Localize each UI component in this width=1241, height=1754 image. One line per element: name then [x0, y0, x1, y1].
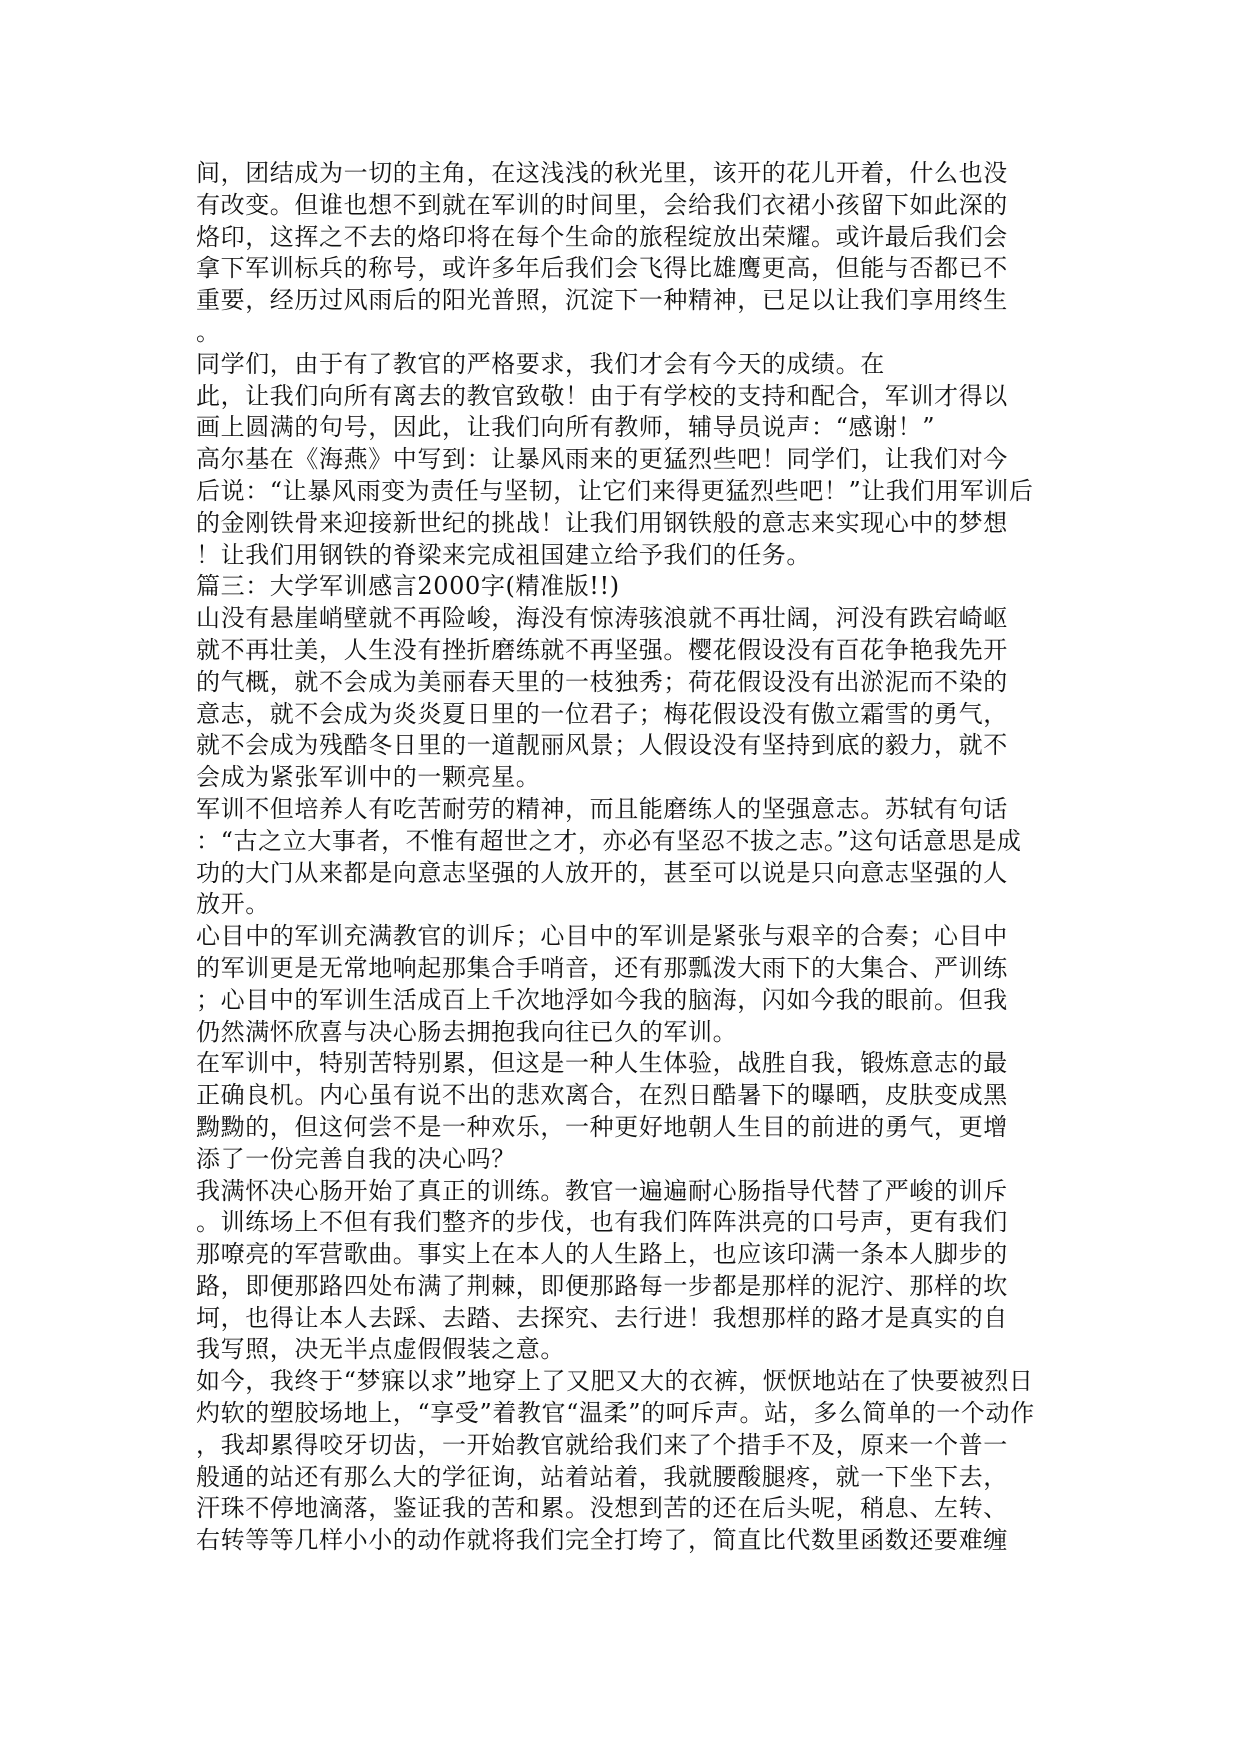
text-line: 间，团结成为一切的主角，在这浅浅的秋光里，该开的花儿开着，什么也没: [196, 159, 1008, 187]
text-line: 心目中的军训充满教官的训斥；心目中的军训是紧张与艰辛的合奏；心目中: [196, 922, 1008, 951]
text-line: 的金刚铁骨来迎接新世纪的挑战！让我们用钢铁般的意志来实现心中的梦想: [196, 508, 1008, 537]
text-line: 右转等等几样小小的动作就将我们完全打垮了，简直比代数里函数还要难缠: [196, 1526, 1008, 1555]
document-page: [196, 158, 1035, 1557]
text-line: 高尔基在《海燕》中写到：让暴风雨来的更猛烈些吧！同学们，让我们对今: [196, 445, 1008, 474]
text-line: 我写照，决无半点虚假假装之意。: [196, 1335, 565, 1364]
text-line: 在军训中，特别苦特别累，但这是一种人生体验，战胜自我，锻炼意志的最: [196, 1049, 1008, 1078]
text-line: 拿下军训标兵的称号，或许多年后我们会飞得比雄鹰更高，但能与否都已不: [196, 254, 1008, 283]
text-line: 黝黝的，但这何尝不是一种欢乐，一种更好地朝人生目的前进的勇气，更增: [196, 1112, 1008, 1141]
text-line: 我满怀决心肠开始了真正的训练。教官一遍遍耐心肠指导代替了严峻的训斥: [196, 1176, 1008, 1205]
text-line: 烙印，这挥之不去的烙印将在每个生命的旅程绽放出荣耀。或许最后我们会: [196, 222, 1008, 251]
text-line: ；心目中的军训生活成百上千次地浮如今我的脑海，闪如今我的眼前。但我: [196, 985, 1008, 1014]
text-line: 就不再壮美，人生没有挫折磨练就不再坚强。樱花假设没有百花争艳我先开: [196, 635, 1008, 664]
text-line: 那嘹亮的军营歌曲。事实上在本人的人生路上，也应该印满一条本人脚步的: [196, 1240, 1008, 1269]
text-line: 添了一份完善自我的决心吗？: [196, 1144, 516, 1173]
text-line: 仍然满怀欣喜与决心肠去拥抱我向往已久的军训。: [196, 1017, 738, 1046]
text-line: 山没有悬崖峭壁就不再险峻，海没有惊涛骇浪就不再壮阔，河没有跌宕崎岖: [196, 604, 1008, 633]
text-line: 此，让我们向所有离去的教官致敬！由于有学校的支持和配合，军训才得以: [196, 381, 1008, 410]
text-line: 意志，就不会成为炎炎夏日里的一位君子；梅花假设没有傲立霜雪的勇气，: [196, 699, 1008, 728]
text-line: ！让我们用钢铁的脊梁来完成祖国建立给予我们的任务。: [196, 540, 811, 569]
text-line: 般通的站还有那么大的学征询，站着站着，我就腰酸腿疼，就一下坐下去，: [196, 1462, 1008, 1491]
text-line: 。训练场上不但有我们整齐的步伐，也有我们阵阵洪亮的口号声，更有我们: [196, 1208, 1008, 1237]
text-line: 军训不但培养人有吃苦耐劳的精神，而且能磨练人的坚强意志。苏轼有句话: [196, 794, 1008, 823]
text-line: 重要，经历过风雨后的阳光普照，沉淀下一种精神，已足以让我们享用终生: [196, 286, 1008, 315]
text-line: 后说：“让暴风雨变为责任与坚韧，让它们来得更猛烈些吧！”让我们用军训后: [196, 476, 1034, 505]
text-line: ：“古之立大事者，不惟有超世之才，亦必有坚忍不拔之志。”这句话意思是成: [196, 826, 1022, 855]
text-line: 放开。: [196, 890, 270, 919]
text-line: 灼软的塑胶场地上，“享受”着教官“温柔”的呵斥声。站，多么简单的一个动作: [196, 1399, 1035, 1428]
text-line: 功的大门从来都是向意志坚强的人放开的，甚至可以说是只向意志坚强的人: [196, 858, 1008, 887]
text-line: 画上圆满的句号，因此，让我们向所有教师，辅导员说声：“感谢！”: [196, 413, 936, 442]
text-line: 。: [196, 317, 221, 346]
text-line: 的军训更是无常地响起那集合手哨音，还有那瓢泼大雨下的大集合、严训练: [196, 953, 1008, 982]
text-line: 同学们，由于有了教官的严格要求，我们才会有今天的成绩。在: [196, 349, 885, 378]
text-line: 会成为紧张军训中的一颗亮星。: [196, 763, 541, 792]
text-line: 汗珠不停地滴落，鉴证我的苦和累。没想到苦的还在后头呢，稍息、左转、: [196, 1494, 1008, 1523]
text-line: 有改变。但谁也想不到就在军训的时间里，会给我们衣裙小孩留下如此深的: [196, 190, 1008, 219]
text-line: 如今，我终于“梦寐以求”地穿上了又肥又大的衣裤，恹恹地站在了快要被烈日: [196, 1367, 1034, 1396]
text-line: 路，即便那路四处布满了荆棘，即便那路每一步都是那样的泥泞、那样的坎: [196, 1271, 1008, 1300]
text-line: 正确良机。内心虽有说不出的悲欢离合，在烈日酷暑下的曝晒，皮肤变成黑: [196, 1081, 1008, 1110]
text-line: 坷，也得让本人去踩、去踏、去探究、去行进！我想那样的路才是真实的自: [196, 1303, 1008, 1332]
text-line: ，我却累得咬牙切齿，一开始教官就给我们来了个措手不及，原来一个普一: [196, 1430, 1008, 1459]
text-line: 就不会成为残酷冬日里的一道靓丽风景；人假设没有坚持到底的毅力，就不: [196, 731, 1008, 760]
text-line: 的气概，就不会成为美丽春天里的一枝独秀；荷花假设没有出淤泥而不染的: [196, 667, 1008, 696]
section-heading: 篇三：大学军训感言2000字(精准版!!): [196, 572, 620, 601]
